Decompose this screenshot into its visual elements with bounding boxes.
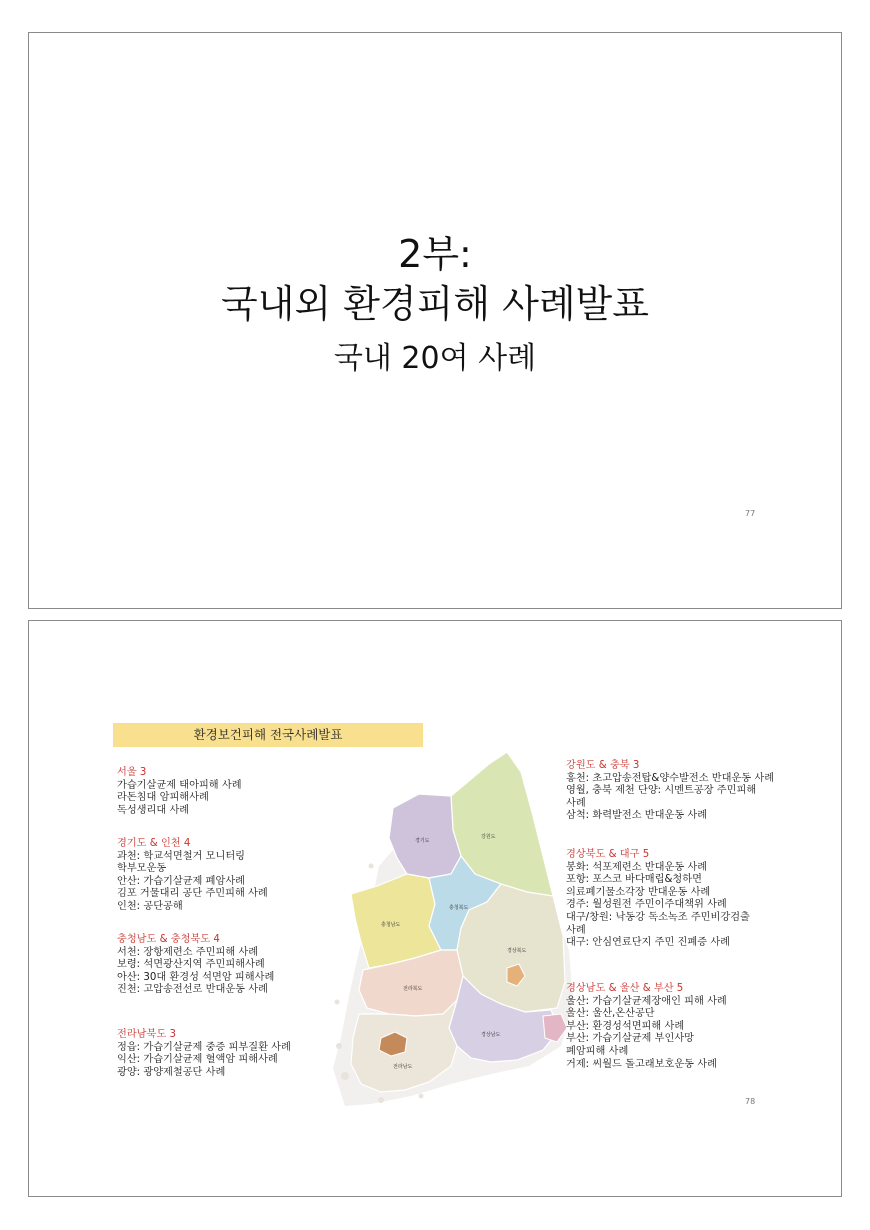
case-line: 정읍: 가습기살균제 중증 피부질환 사례 xyxy=(117,1041,291,1053)
island xyxy=(378,1097,384,1103)
map-label-gyeongnam: 경상남도 xyxy=(481,1032,501,1038)
group-heading: 전라남북도 3 xyxy=(117,1029,176,1040)
case-line: 봉화: 석포제련소 반대운동 사례 xyxy=(566,861,708,873)
case-line: 대구/창원: 낙동강 독소녹조 주민비강검출 xyxy=(566,911,750,923)
case-line: 울산: 울산,온산공단 xyxy=(566,1008,655,1020)
case-line: 김포 거물대리 공단 주민피해 사례 xyxy=(117,888,268,900)
island xyxy=(336,1043,342,1049)
case-line: 진천: 고압송전선로 반대운동 사례 xyxy=(117,984,268,996)
case-group-gyeongnam xyxy=(566,983,727,1071)
case-group-seoul xyxy=(117,767,242,817)
case-line: 부산: 가습기살균제 부인사망 xyxy=(566,1033,695,1045)
map-label-gyeongbuk: 경상북도 xyxy=(507,948,527,954)
case-line: 익산: 가습기살균제 혈액암 피해사례 xyxy=(117,1054,278,1066)
case-line: 폐암피해 사례 xyxy=(566,1045,629,1057)
case-line: 부산: 환경성석면피해 사례 xyxy=(566,1020,685,1032)
case-line: 삼척: 화력발전소 반대운동 사례 xyxy=(566,810,708,822)
case-group-gangwon xyxy=(566,760,774,823)
map-label-jeonbuk: 전라북도 xyxy=(403,986,423,992)
case-line: 광양: 광양제철공단 사례 xyxy=(117,1066,226,1078)
island xyxy=(419,1094,424,1099)
korea-region-map xyxy=(311,746,576,1106)
group-heading: 경상북도 & 대구 5 xyxy=(566,849,650,860)
case-line: 라돈침대 암피해사례 xyxy=(117,792,209,804)
case-line: 영월, 충북 제천 단양: 시멘트공장 주민피해 xyxy=(566,785,757,797)
case-line: 가습기살균제 태아피해 사례 xyxy=(117,779,242,791)
island xyxy=(341,1072,349,1080)
slide-title-part: 2부: xyxy=(398,232,472,276)
case-line: 독성생리대 사례 xyxy=(117,804,190,816)
map-label-gyeonggi: 경기도 xyxy=(415,838,430,844)
slide-subtitle: 국내 20여 사례 xyxy=(333,341,537,376)
case-line: 사례 xyxy=(566,797,586,809)
case-line: 서천: 장항제련소 주민피해 사례 xyxy=(117,946,259,958)
case-line: 학부모운동 xyxy=(117,863,167,875)
page-number: 77 xyxy=(745,509,756,518)
map-label-chungnam: 충청남도 xyxy=(381,922,401,928)
case-line: 보령: 석면광산지역 주민피해사례 xyxy=(117,959,265,971)
group-heading: 서울 3 xyxy=(117,767,147,778)
case-line: 거제: 씨월드 돌고래보호운동 사례 xyxy=(566,1058,717,1070)
group-heading: 충청남도 & 충청북도 4 xyxy=(117,934,220,945)
page-number: 78 xyxy=(745,1097,756,1106)
case-line: 안산: 가습기살균제 폐암사례 xyxy=(117,875,246,887)
map-label-chungbuk: 충청북도 xyxy=(449,905,469,911)
slide-78 xyxy=(28,620,842,1197)
case-line: 대구: 안심연료단지 주민 진폐증 사례 xyxy=(566,937,731,949)
map-label-gangwon: 강원도 xyxy=(481,834,496,840)
group-heading: 강원도 & 충북 3 xyxy=(566,760,640,771)
case-line: 의료폐기물소각장 반대운동 사례 xyxy=(566,886,711,898)
group-heading: 경상남도 & 울산 & 부산 5 xyxy=(566,983,684,994)
group-heading: 경기도 & 인천 4 xyxy=(117,838,191,849)
case-line: 과천: 학교석면철거 모니터링 xyxy=(117,850,246,862)
map-label-jeonnam: 전라남도 xyxy=(393,1064,413,1070)
case-group-gyeongbuk xyxy=(566,849,750,950)
case-line: 울산: 가습기살균제장애인 피해 사례 xyxy=(566,995,727,1007)
slide-title: 국내외 환경피해 사례발표 xyxy=(221,282,649,326)
case-line: 사례 xyxy=(566,924,586,936)
case-line: 포항: 포스코 바다매립&청하면 xyxy=(566,874,702,886)
case-line: 아산: 30대 환경성 석면암 피해사례 xyxy=(117,971,275,983)
case-line: 인천: 공단공해 xyxy=(117,900,183,912)
island xyxy=(369,864,374,869)
case-group-gyeonggi xyxy=(117,838,268,914)
island xyxy=(335,1000,340,1005)
case-line: 경주: 월성원전 주민이주대책위 사례 xyxy=(566,899,727,911)
case-group-jeolla xyxy=(117,1029,291,1079)
slide-77 xyxy=(28,32,842,609)
case-line: 홍천: 초고압송전탑&양수발전소 반대운동 사례 xyxy=(566,772,775,784)
section-banner: 환경보건피해 전국사례발표 xyxy=(113,723,423,747)
case-group-chungcheong xyxy=(117,934,274,997)
